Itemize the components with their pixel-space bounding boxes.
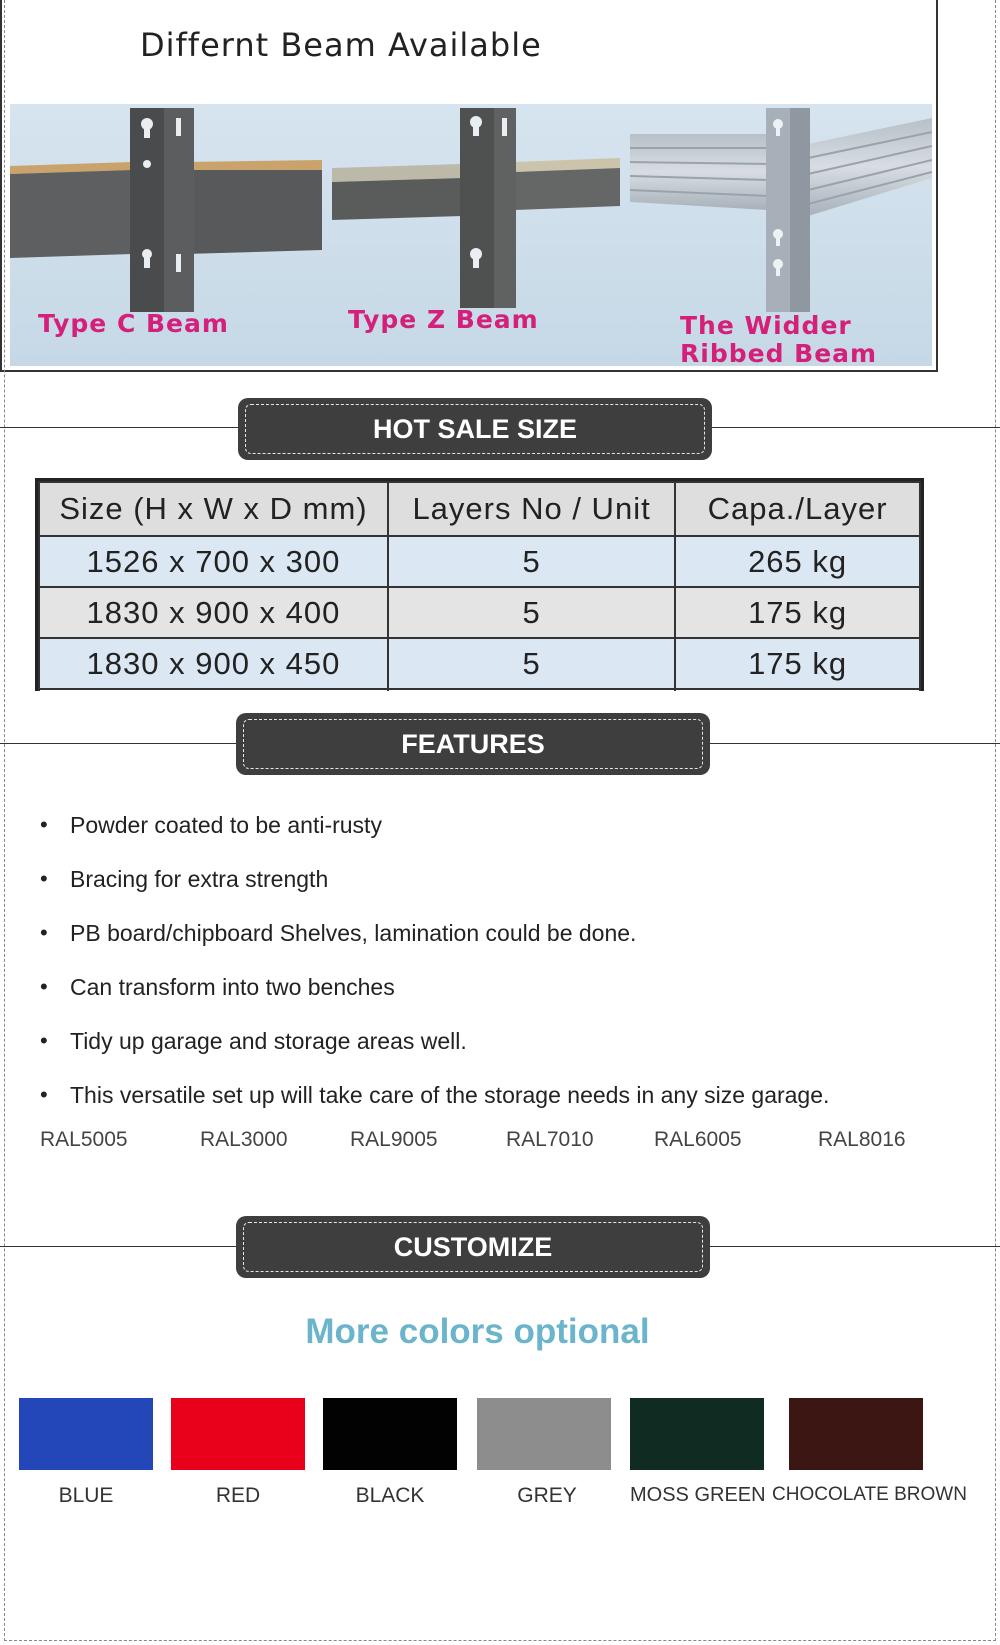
cell-layers: 5 xyxy=(388,536,675,587)
beam-panel xyxy=(0,0,938,372)
list-item: • Tidy up garage and storage areas well. xyxy=(40,1022,829,1076)
size-table xyxy=(35,478,924,691)
list-item: • This versatile set up will take care of the storage needs in any size garage. xyxy=(40,1076,829,1130)
table-row xyxy=(39,587,920,638)
cell-capacity: 265 kg xyxy=(675,536,920,587)
swatch-red xyxy=(171,1398,305,1470)
ribbed-beam-label: The Widder Ribbed Beam xyxy=(680,311,878,368)
features-list xyxy=(40,806,829,1130)
swatch-moss-green xyxy=(630,1398,764,1470)
swatch-label: MOSS GREEN xyxy=(630,1484,766,1506)
features-banner-label: FEATURES xyxy=(243,719,703,769)
ral-code: RAL6005 xyxy=(654,1128,742,1151)
swatch-black xyxy=(323,1398,457,1470)
ral-code: RAL8016 xyxy=(818,1128,906,1151)
table-row xyxy=(39,638,920,689)
size-table-header xyxy=(39,482,920,536)
type-z-beam-label: Type Z Beam xyxy=(348,305,539,334)
bullet-icon: • xyxy=(40,866,48,891)
list-item: • Can transform into two benches xyxy=(40,968,829,1022)
col-header-layers: Layers No / Unit xyxy=(388,482,675,536)
swatch-label: RED xyxy=(215,1484,261,1507)
ral-code: RAL5005 xyxy=(40,1128,128,1151)
swatch-chocolate-brown xyxy=(789,1398,923,1470)
swatch-label: CHOCOLATE BROWN xyxy=(772,1484,967,1505)
list-item: • Powder coated to be anti-rusty xyxy=(40,806,829,860)
bullet-icon: • xyxy=(40,974,48,999)
cell-layers: 5 xyxy=(388,638,675,689)
swatch-label: GREY xyxy=(517,1484,577,1507)
cell-capacity: 175 kg xyxy=(675,587,920,638)
hot-sale-banner-label: HOT SALE SIZE xyxy=(245,404,705,454)
list-item: • PB board/chipboard Shelves, lamination could be done. xyxy=(40,914,829,968)
customize-banner-label: CUSTOMIZE xyxy=(243,1222,703,1272)
cell-size: 1526 x 700 x 300 xyxy=(39,536,388,587)
bullet-icon: • xyxy=(40,812,48,837)
swatch-blue xyxy=(19,1398,153,1470)
ral-code: RAL7010 xyxy=(506,1128,594,1151)
cell-size: 1830 x 900 x 400 xyxy=(39,587,388,638)
cell-layers: 5 xyxy=(388,587,675,638)
table-row xyxy=(39,536,920,587)
beam-title: Differnt Beam Available xyxy=(140,26,542,64)
customize-banner xyxy=(236,1216,710,1278)
swatch-label: BLUE xyxy=(58,1484,114,1507)
cell-capacity: 175 kg xyxy=(675,638,920,689)
col-header-size: Size (H x W x D mm) xyxy=(39,482,388,536)
ral-code: RAL9005 xyxy=(350,1128,438,1151)
cell-size: 1830 x 900 x 450 xyxy=(39,638,388,689)
hot-sale-banner xyxy=(238,398,712,460)
colors-heading: More colors optional xyxy=(305,1312,650,1351)
swatch-grey xyxy=(477,1398,611,1470)
list-item: • Bracing for extra strength xyxy=(40,860,829,914)
features-banner xyxy=(236,713,710,775)
bullet-icon: • xyxy=(40,1082,48,1107)
bullet-icon: • xyxy=(40,920,48,945)
col-header-capacity: Capa./Layer xyxy=(675,482,920,536)
ral-code: RAL3000 xyxy=(200,1128,288,1151)
table-row-cut xyxy=(39,689,920,691)
swatch-label: BLACK xyxy=(355,1484,425,1507)
bullet-icon: • xyxy=(40,1028,48,1053)
type-c-beam-label: Type C Beam xyxy=(38,309,229,338)
